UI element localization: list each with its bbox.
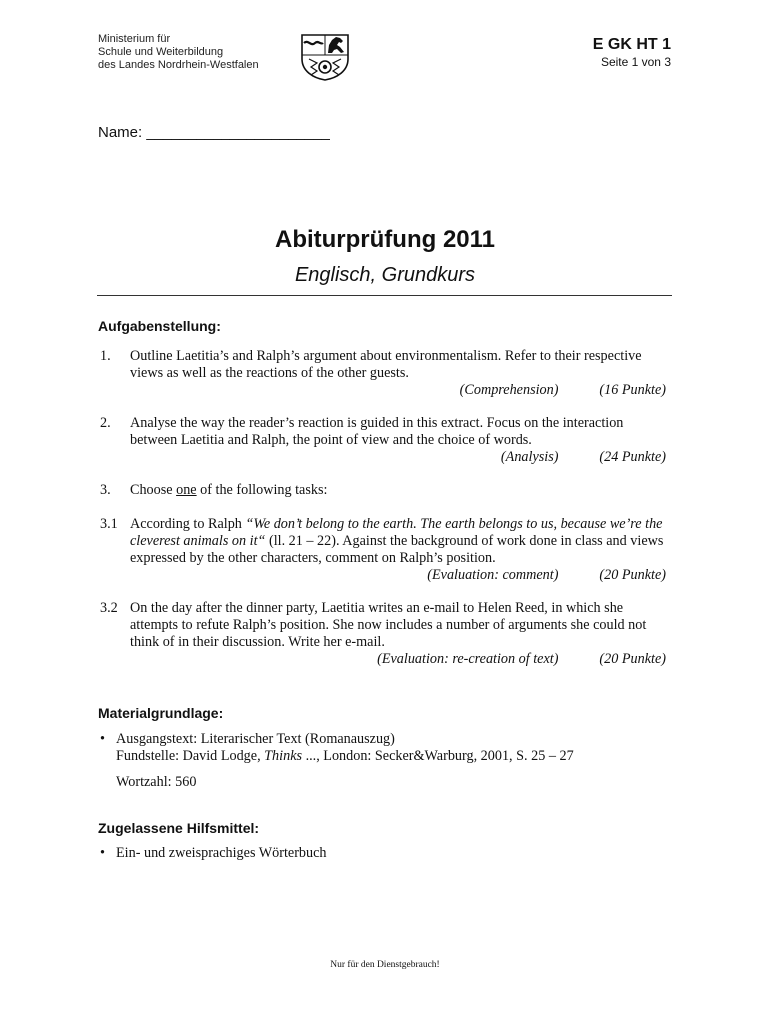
- task-text-after: of the following tasks:: [196, 482, 328, 498]
- task-text: Analyse the way the reader’s reaction is guided in this extract. Focus on the interaction between Laetitia and Ralph, the point of view and the choice of words.: [130, 415, 624, 448]
- task-category: (Evaluation: comment): [427, 567, 559, 583]
- title-divider: [97, 295, 672, 296]
- exam-code: E GK HT 1: [592, 36, 671, 53]
- task-text: [130, 516, 666, 567]
- aids-text: Ein- und zweisprachiges Wörterbuch: [116, 845, 327, 861]
- material-wordcount: Wortzahl: 560: [116, 774, 197, 790]
- task-category: (Evaluation: re-creation of text): [377, 651, 559, 667]
- reference-after: ..., London: Secker&Warburg, 2001, S. 25 – 27: [302, 748, 574, 764]
- task-number: 3.1: [100, 516, 118, 532]
- tasks-heading: Aufgabenstellung:: [98, 318, 221, 334]
- task-quote: “We don’t belong to the earth. The earth belongs to us, because we’re the cleverest animals on it“: [130, 516, 663, 549]
- task-number: 3.: [100, 482, 111, 498]
- task-3: [100, 482, 666, 499]
- footer-note: Nur für den Dienstgebrauch!: [330, 960, 440, 970]
- reference-title: Thinks: [264, 748, 303, 764]
- task-text: Outline Laetitia’s and Ralph’s argument about environmentalism. Refer to their respective views as well as the reactions of the other guests.: [130, 348, 642, 381]
- task-points: (20 Punkte): [599, 567, 666, 583]
- nrw-crest-icon: [299, 33, 351, 81]
- task-3-2: [100, 600, 666, 668]
- ministry-name: [98, 33, 259, 72]
- task-number: 2.: [100, 415, 111, 431]
- name-field[interactable]: [98, 124, 330, 141]
- ministry-line-3: des Landes Nordrhein-Westfalen: [98, 59, 259, 71]
- task-points: (24 Punkte): [599, 449, 666, 465]
- task-rating: [130, 651, 666, 668]
- reference-before: Fundstelle: David Lodge,: [116, 748, 265, 764]
- task-number: 1.: [100, 348, 111, 364]
- task-points: (16 Punkte): [599, 382, 666, 398]
- name-blank: ______________________: [146, 124, 330, 141]
- task-text-before: Choose: [130, 482, 177, 498]
- aids-heading: Zugelassene Hilfsmittel:: [98, 820, 260, 836]
- bullet-icon: •: [100, 845, 105, 861]
- task-rating: [130, 567, 666, 584]
- task-3-1: [100, 516, 666, 584]
- page-title: Abiturprüfung 2011: [274, 226, 496, 253]
- task-text: On the day after the dinner party, Laetitia writes an e-mail to Helen Reed, in which she attempts to refute Ralph’s position. She now includes a number of arguments she could not think of in their discussion. Write her e-mail.: [130, 600, 647, 650]
- task-text: [130, 482, 666, 499]
- name-label: Name:: [98, 124, 143, 141]
- page-number: Seite 1 von 3: [600, 55, 671, 69]
- task-text-after: (ll. 21 – 22). Against the background of work done in class and views expressed by the other characters, comment on Ralph’s position.: [130, 533, 664, 566]
- material-item: [100, 731, 574, 791]
- task-rating: [130, 449, 666, 466]
- aids-item: [100, 845, 327, 862]
- task-text-underlined: one: [176, 482, 197, 498]
- material-reference: [116, 748, 574, 765]
- task-category: (Comprehension): [459, 382, 559, 398]
- task-2: [100, 415, 666, 466]
- task-number: 3.2: [100, 600, 118, 616]
- task-rating: [130, 382, 666, 399]
- page-subtitle: Englisch, Grundkurs: [294, 264, 476, 286]
- task-points: (20 Punkte): [599, 651, 666, 667]
- ministry-line-2: Schule und Weiterbildung: [98, 46, 224, 58]
- task-text-before: According to Ralph: [130, 516, 246, 532]
- task-category: (Analysis): [500, 449, 559, 465]
- task-1: [100, 348, 666, 399]
- bullet-icon: •: [100, 731, 105, 747]
- ministry-line-1: Ministerium für: [98, 33, 171, 45]
- material-source: Ausgangstext: Literarischer Text (Romanauszug): [116, 731, 395, 747]
- material-heading: Materialgrundlage:: [98, 705, 224, 721]
